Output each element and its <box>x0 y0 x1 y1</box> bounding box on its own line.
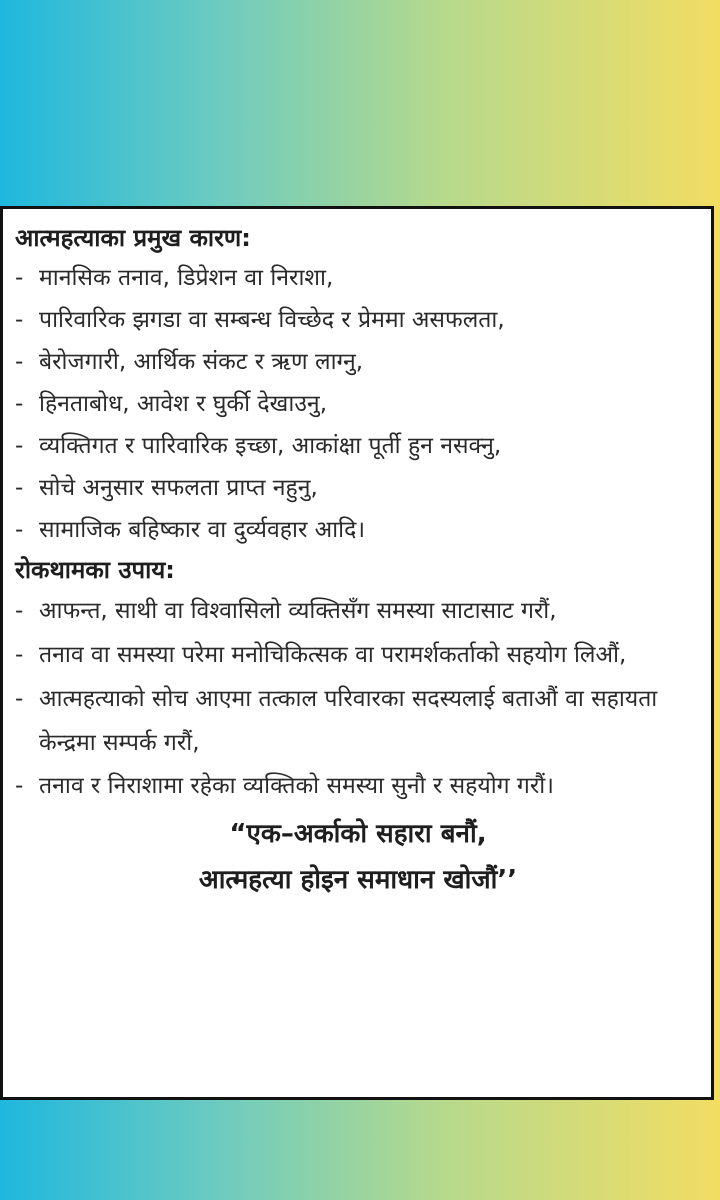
cause-item-text: मानसिक तनाव, डिप्रेशन वा निराशा, <box>39 265 334 291</box>
slogan-line-2: आत्महत्या होइन समाधान खोजौं’’ <box>198 865 518 895</box>
bullet-dash: - <box>15 517 24 543</box>
cause-item-6 <box>15 467 701 509</box>
prevention-item-3 <box>15 677 701 765</box>
bullet-dash: - <box>15 307 24 333</box>
bullet-dash: - <box>15 773 24 799</box>
bullet-dash: - <box>15 349 24 375</box>
causes-list <box>15 257 701 551</box>
prevention-heading: रोकथामका उपाय: <box>15 556 175 584</box>
prevention-item-text: आफन्त, साथी वा विश्वासिलो व्यक्तिसँग समस्या साटासाट गरौं, <box>39 598 557 624</box>
prevention-item-1 <box>15 589 701 633</box>
slogan-line-1: “एक–अर्काको सहारा बनौं, <box>229 819 487 849</box>
slogan <box>15 811 701 903</box>
bullet-dash: - <box>15 598 24 624</box>
prevention-item-text: तनाव वा समस्या परेमा मनोचिकित्सक वा परामर्शकर्ताको सहयोग लिऔं, <box>39 642 627 668</box>
cause-item-text: व्यक्तिगत र पारिवारिक इच्छा, आकांक्षा पूर्ती हुन नसक्नु, <box>39 433 502 459</box>
cause-item-5 <box>15 425 701 467</box>
info-card <box>0 206 714 1100</box>
cause-item-text: हिनताबोध, आवेश र घुर्की देखाउनु, <box>39 391 328 417</box>
cause-item-text: बेरोजगारी, आर्थिक संकट र ऋण लाग्नु, <box>39 349 364 375</box>
causes-heading: आत्महत्याका प्रमुख कारण: <box>15 224 251 252</box>
prevention-item-text: आत्महत्याको सोच आएमा तत्काल परिवारका सदस्यलाई बताऔं वा सहायता केन्द्रमा सम्पर्क गरौं, <box>39 686 658 756</box>
bullet-dash: - <box>15 391 24 417</box>
cause-item-1 <box>15 257 701 299</box>
bullet-dash: - <box>15 686 24 712</box>
prevention-item-2 <box>15 633 701 677</box>
prevention-item-text: तनाव र निराशामा रहेका व्यक्तिको समस्या सुनौ र सहयोग गरौं। <box>39 773 554 799</box>
cause-item-4 <box>15 383 701 425</box>
bullet-dash: - <box>15 475 24 501</box>
cause-item-2 <box>15 299 701 341</box>
prevention-item-4 <box>15 765 701 807</box>
bullet-dash: - <box>15 642 24 668</box>
cause-item-text: सामाजिक बहिष्कार वा दुर्व्यवहार आदि। <box>39 517 366 543</box>
prevention-list <box>15 589 701 807</box>
cause-item-7 <box>15 509 701 551</box>
bullet-dash: - <box>15 433 24 459</box>
bullet-dash: - <box>15 265 24 291</box>
cause-item-text: सोचे अनुसार सफलता प्राप्त नहुनु, <box>39 475 318 501</box>
cause-item-text: पारिवारिक झगडा वा सम्बन्ध विच्छेद र प्रेममा असफलता, <box>39 307 505 333</box>
cause-item-3 <box>15 341 701 383</box>
